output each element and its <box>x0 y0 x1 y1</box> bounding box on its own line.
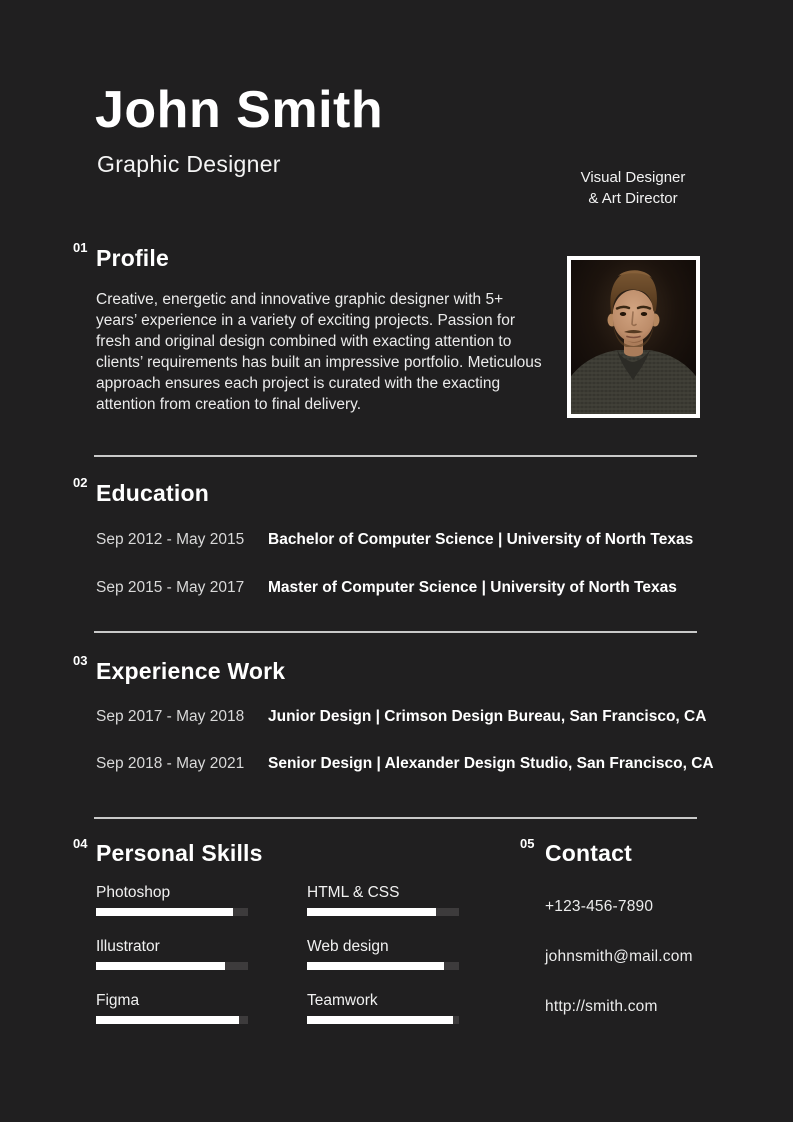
education-degree: Master of Computer Science | University of North Texas <box>268 579 677 596</box>
skill-bar-track <box>96 962 248 970</box>
skills-grid <box>96 884 459 1024</box>
experience-dates: Sep 2018 - May 2021 <box>96 755 245 772</box>
education-entry <box>96 530 693 549</box>
section-divider <box>94 817 697 819</box>
education-degree: Bachelor of Computer Science | University of North Texas <box>268 531 694 548</box>
skill-bar-fill <box>307 908 436 916</box>
skill-label: Figma <box>96 992 140 1009</box>
skill-item <box>307 992 459 1024</box>
experience-role: Junior Design | Crimson Design Bureau, San Francisco, CA <box>268 708 707 725</box>
person-job-title: Graphic Designer <box>97 151 281 177</box>
section-heading-education: Education <box>96 480 209 506</box>
experience-dates: Sep 2017 - May 2018 <box>96 708 245 725</box>
skill-bar-track <box>96 908 248 916</box>
skill-item <box>307 938 459 970</box>
section-heading-contact: Contact <box>545 840 633 866</box>
section-heading-profile: Profile <box>96 245 169 271</box>
skill-item <box>96 938 248 970</box>
skill-item <box>307 884 459 916</box>
section-heading-experience: Experience Work <box>96 658 286 684</box>
skill-bar-fill <box>307 1016 453 1024</box>
skill-bar-track <box>307 962 459 970</box>
section-number-profile: 01 <box>73 240 88 255</box>
contact-list <box>545 898 693 1048</box>
section-heading-skills: Personal Skills <box>96 840 263 866</box>
section-divider <box>94 631 697 633</box>
skill-bar-track <box>307 908 459 916</box>
skill-label: Photoshop <box>96 884 171 901</box>
portrait-image <box>571 260 696 414</box>
contact-phone: +123-456-7890 <box>545 898 654 915</box>
skill-bar-track <box>307 1016 459 1024</box>
experience-entry <box>96 707 706 726</box>
skill-bar-fill <box>96 1016 239 1024</box>
skill-label: Teamwork <box>307 992 378 1009</box>
skill-bar-fill <box>307 962 444 970</box>
role-tagline <box>566 167 700 209</box>
education-dates: Sep 2015 - May 2017 <box>96 579 245 596</box>
section-divider <box>94 455 697 457</box>
section-number-skills: 04 <box>73 836 88 851</box>
section-number-experience: 03 <box>73 653 88 668</box>
skill-bar-fill <box>96 962 225 970</box>
skill-item <box>96 992 248 1024</box>
section-number-education: 02 <box>73 475 88 490</box>
skill-label: Web design <box>307 938 389 955</box>
skill-label: HTML & CSS <box>307 884 400 901</box>
role-tagline-line1: Visual Designer <box>580 169 686 186</box>
experience-entry <box>96 754 714 773</box>
role-tagline-line2: & Art Director <box>588 190 678 207</box>
profile-summary-text: Creative, energetic and innovative graphic designer with 5+ years’ experience in a variety of exciting projects. Passion for fresh and original design combined with exacting attention to clients’ requirements has built an impressive portfolio. Meticulous approach ensures each project is curated with the exacting attention from creation to final delivery. <box>96 291 542 413</box>
education-dates: Sep 2012 - May 2015 <box>96 531 245 548</box>
experience-role: Senior Design | Alexander Design Studio, San Francisco, CA <box>268 755 714 772</box>
contact-website: http://smith.com <box>545 998 658 1015</box>
skill-item <box>96 884 248 916</box>
contact-email: johnsmith@mail.com <box>545 948 693 965</box>
education-entry <box>96 578 677 597</box>
profile-photo <box>567 256 700 418</box>
section-number-contact: 05 <box>520 836 535 851</box>
skill-bar-track <box>96 1016 248 1024</box>
person-name: John Smith <box>95 81 384 139</box>
skill-bar-fill <box>96 908 233 916</box>
skill-label: Illustrator <box>96 938 160 955</box>
